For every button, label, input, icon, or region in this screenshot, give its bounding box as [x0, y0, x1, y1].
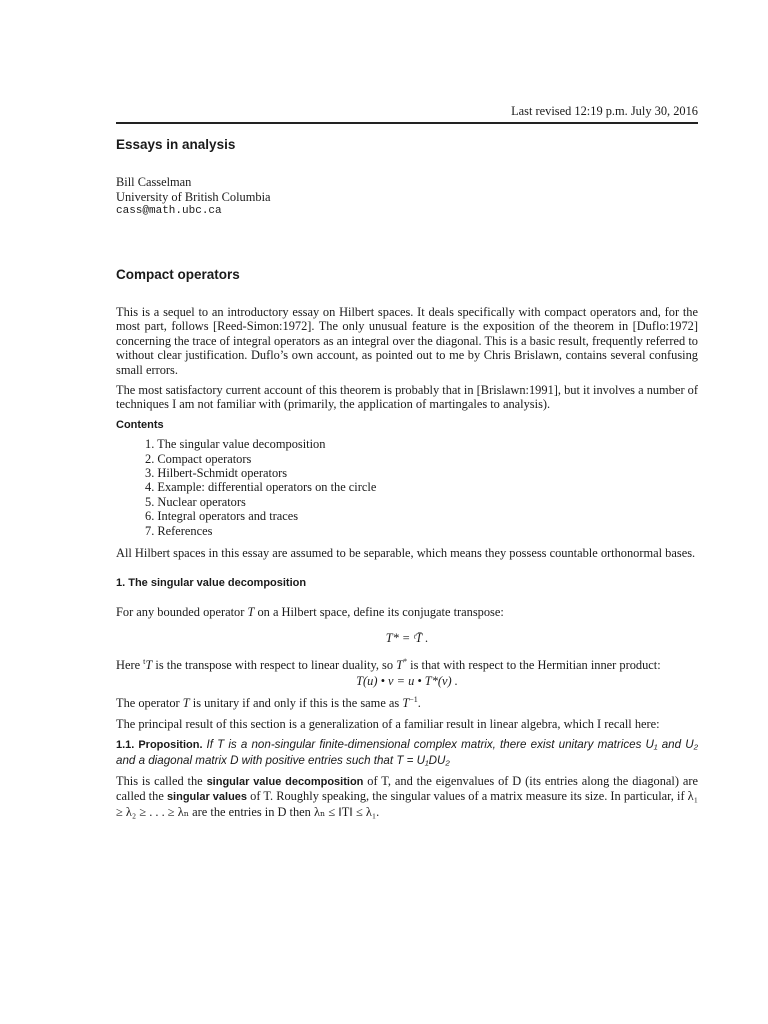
- svd-c: of T. Roughly speaking, the singular values of a matrix measure its size. In particular, if λ₁ ≥ λ₂ ≥ . . . ≥ λₙ are the entries in D then λₙ ≤ ‖T‖ ≤ λ₁.: [116, 789, 699, 819]
- equation-conjugate: T* = ᵗT̄ .: [385, 631, 429, 646]
- intro-paragraph-1: This is a sequel to an introductory essay on Hilbert spaces. It deals specifically with compact operators and, for the most part, follows [Reed-Simon:1972]. The only unusual feature is the exposition of the theorem in [Duflo:1972] concerning the trace of integral operators as an integral over the diagonal. This is a basic result, frequently referred to without clear justification. Duflo’s own account, as pointed out to me by Chris Brislawn, contains several confusing small errors.: [116, 305, 698, 377]
- proposition-text: If T is a non-singular finite-dimensional complex matrix, there exist unitary matrices U₁ and U₂ and a diagonal matrix D with positive entries such that T = U₁DU₂: [116, 738, 698, 767]
- header-rule: [116, 122, 698, 124]
- toc-item[interactable]: 3. Hilbert-Schmidt operators: [145, 466, 288, 481]
- body: [116, 305, 698, 819]
- toc-item[interactable]: 2. Compact operators: [145, 451, 252, 466]
- section-1-heading: 1. The singular value decomposition: [116, 577, 307, 590]
- svd-a: This is called the: [116, 774, 207, 789]
- transpose-paragraph: Here $^t$T is the transpose with respect to linear duality, so T* is that with respect to the Hermitian inner product:: [116, 656, 661, 672]
- here-a: Here: [116, 657, 144, 672]
- table-of-contents: [145, 437, 698, 538]
- intro-paragraph-2: The most satisfactory current account of this theorem is probably that in [Brislawn:1991], but it involves a number of techniques I am not familiar with (primarily, the application of martingales to analysis).: [116, 383, 698, 412]
- toc-item[interactable]: 1. The singular value decomposition: [145, 437, 326, 452]
- unitary-b: is unitary if and only if this is the same as: [189, 696, 403, 711]
- conjugate-paragraph: For any bounded operator T on a Hilbert space, define its conjugate transpose:: [116, 604, 504, 619]
- series-title: Essays in analysis: [116, 137, 236, 152]
- proposition-label: 1.1. Proposition.: [116, 739, 203, 752]
- conj-text-a: For any bounded operator: [116, 604, 248, 619]
- sv-term: singular values: [166, 791, 248, 804]
- principal-paragraph: The principal result of this section is a generalization of a familiar result in linear algebra, which I recall here:: [116, 716, 660, 731]
- toc-item[interactable]: 4. Example: differential operators on the circle: [145, 480, 377, 495]
- author-block: [116, 175, 271, 219]
- unitary-a: The operator: [116, 696, 183, 711]
- svd-b: of T, and the eigenvalues of D (its entries along the diagonal) are called the: [116, 774, 698, 804]
- separable-paragraph: All Hilbert spaces in this essay are assumed to be separable, which means they possess countable orthonormal bases.: [116, 545, 696, 560]
- page-title: Compact operators: [116, 267, 240, 282]
- author-name: Bill Casselman: [116, 175, 192, 189]
- toc-item[interactable]: 6. Integral operators and traces: [145, 509, 299, 524]
- last-revised: Last revised 12:19 p.m. July 30, 2016: [511, 104, 698, 118]
- proposition: [116, 737, 698, 768]
- toc-item[interactable]: 7. References: [145, 523, 213, 538]
- conj-text-b: on a Hilbert space, define its conjugate transpose:: [254, 604, 504, 619]
- author-affiliation: University of British Columbia: [116, 189, 271, 204]
- author-email[interactable]: cass@math.ubc.ca: [116, 205, 222, 218]
- equation-inner-product: T(u) • v = u • T*(v) .: [356, 674, 458, 689]
- contents-heading: Contents: [116, 418, 164, 431]
- here-c: is that with respect to the Hermitian inner product:: [407, 657, 661, 672]
- unitary-paragraph: The operator T is unitary if and only if this is the same as $T^{-1}$.: [116, 695, 421, 711]
- svd-term: singular value decomposition: [206, 776, 364, 789]
- svd-paragraph: [116, 774, 698, 819]
- toc-item[interactable]: 5. Nuclear operators: [145, 494, 246, 509]
- here-b: is the transpose with respect to linear duality, so: [152, 657, 397, 672]
